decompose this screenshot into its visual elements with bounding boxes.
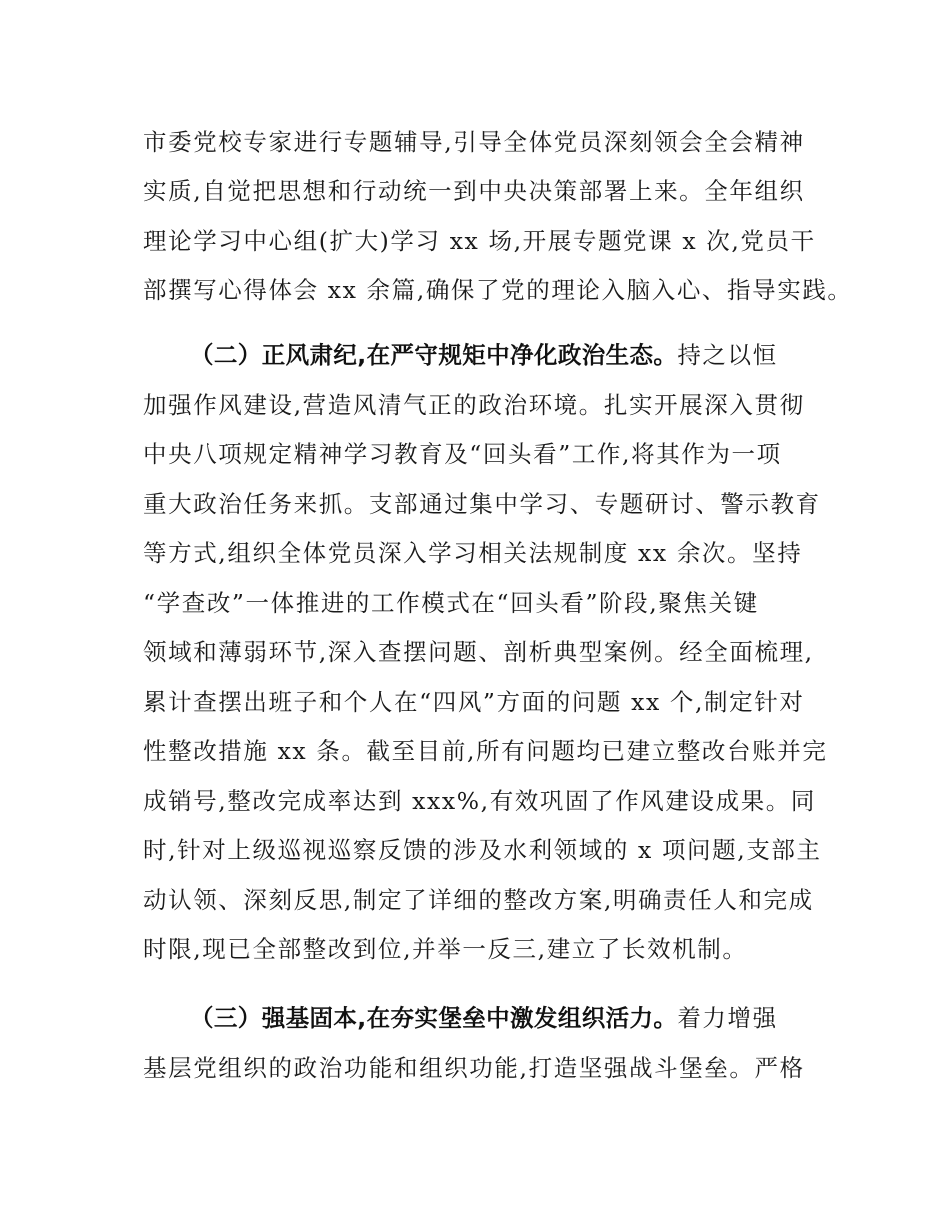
paragraph-2-line-5: 等方式,组织全体党员深入学习相关法规制度 xx 余次。坚持 <box>143 539 803 567</box>
paragraph-1-line-2: 实质,自觉把思想和行动统一到中央决策部署上来。全年组织 <box>143 177 805 205</box>
paragraph-2-line-2: 加强作风建设,营造风清气正的政治环境。扎实开展深入贯彻 <box>143 391 805 419</box>
section-heading-2: （二）正风肃纪,在严守规矩中净化政治生态。 <box>190 341 678 369</box>
section-heading-3: （三）强基固本,在夯实堡垒中激发组织活力。 <box>190 1004 678 1032</box>
paragraph-2-line-12: 动认领、深刻反思,制定了详细的整改方案,明确责任人和完成 <box>143 886 814 914</box>
paragraph-2-line-13: 时限,现已全部整改到位,并举一反三,建立了长效机制。 <box>143 935 748 963</box>
paragraph-2-line-3: 中央八项规定精神学习教育及“回头看”工作,将其作为一项 <box>143 440 782 468</box>
paragraph-2-line-7: 领域和薄弱环节,深入查摆问题、剖析典型案例。经全面梳理, <box>143 638 814 666</box>
paragraph-2-line-8: 累计查摆出班子和个人在“四风”方面的问题 xx 个,制定针对 <box>143 688 805 716</box>
paragraph-3-first-line <box>190 1001 870 1035</box>
paragraph-2-line-4: 重大政治任务来抓。支部通过集中学习、专题研讨、警示教育 <box>143 490 821 518</box>
paragraph-2-line-6: “学查改”一体推进的工作模式在“回头看”阶段,聚焦关键 <box>143 589 759 617</box>
paragraph-1-line-4: 部撰写心得体会 xx 余篇,确保了党的理论入脑入心、指导实践。 <box>143 276 853 304</box>
paragraph-2-line-10: 成销号,整改完成率达到 xxx%,有效巩固了作风建设成果。同 <box>143 787 816 815</box>
paragraph-3-first-line-rest: 着力增强 <box>677 1004 778 1032</box>
paragraph-1-line-1: 市委党校专家进行专题辅导,引导全体党员深刻领会全会精神 <box>143 128 805 156</box>
paragraph-2-line-9: 性整改措施 xx 条。截至目前,所有问题均已建立整改台账并完 <box>143 737 828 765</box>
paragraph-2-first-line-rest: 持之以恒 <box>677 341 778 369</box>
paragraph-2-first-line <box>190 338 870 372</box>
paragraph-2-line-11: 时,针对上级巡视巡察反馈的涉及水利领域的 x 项问题,支部主 <box>143 836 822 864</box>
paragraph-1-line-3: 理论学习中心组(扩大)学习 xx 场,开展专题党课 x 次,党员干 <box>143 227 816 255</box>
paragraph-3-line-2: 基层党组织的政治功能和组织功能,打造坚强战斗堡垒。严格 <box>143 1054 805 1082</box>
